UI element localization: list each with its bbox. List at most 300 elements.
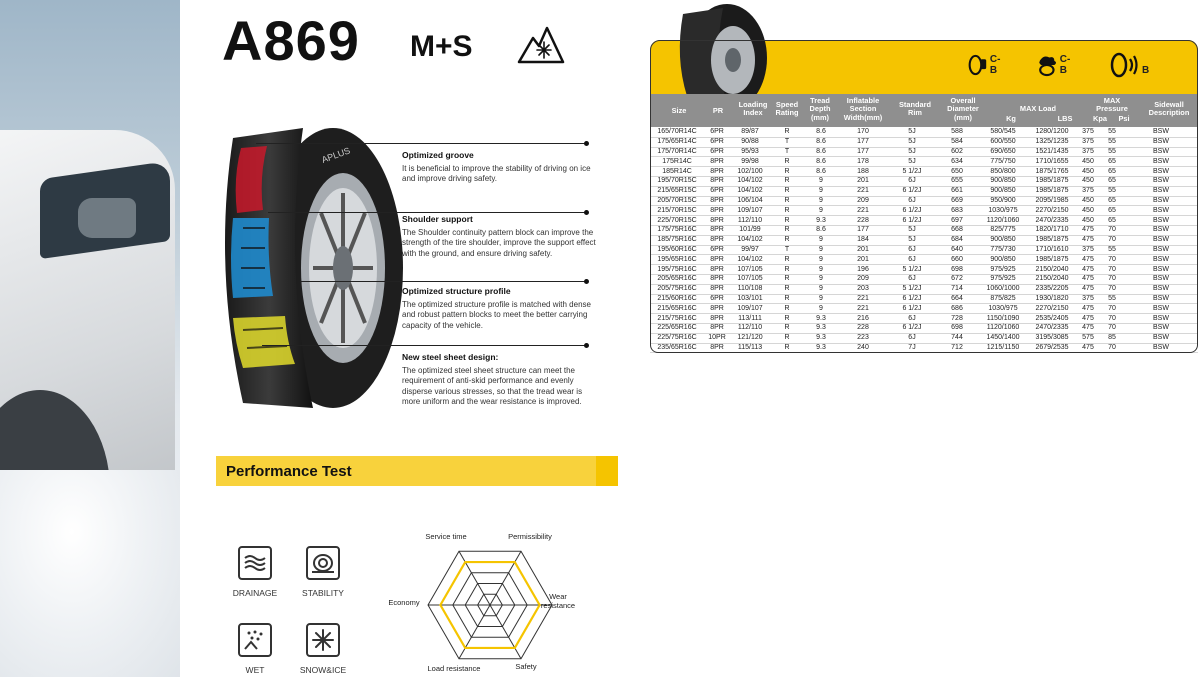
icon-label: STABILITY	[302, 588, 344, 598]
table-cell: 225/75R16C	[650, 333, 704, 343]
table-cell: 9.3	[804, 216, 838, 226]
table-cell: 450	[1076, 176, 1100, 186]
table-cell: 9.3	[804, 333, 838, 343]
table-cell: 8PR	[704, 304, 730, 314]
col-max-pressure: MAX Pressure	[1096, 96, 1128, 114]
leader-line	[268, 212, 586, 213]
table-cell: BSW	[1124, 255, 1198, 265]
table-cell: 216	[838, 314, 888, 324]
table-cell: 215/60R16C	[650, 294, 704, 304]
table-cell: 8PR	[704, 284, 730, 294]
table-cell: 205/70R15C	[650, 196, 704, 206]
table-cell: 109/107	[730, 206, 770, 216]
table-cell: 9	[804, 176, 838, 186]
feature-optimized-groove	[402, 150, 602, 185]
table-cell: 8PR	[704, 323, 730, 333]
table-cell: 175/65R14C	[650, 137, 704, 147]
table-cell: 672	[936, 274, 978, 284]
spec-table-frame	[650, 40, 1198, 353]
table-cell: 6 1/2J	[888, 323, 936, 333]
col-lbs: LBS	[1057, 114, 1073, 123]
table-cell: 2335/2205	[1028, 284, 1076, 294]
table-cell: 600/550	[978, 137, 1028, 147]
table-cell: 475	[1076, 235, 1100, 245]
table-cell: 121/120	[730, 333, 770, 343]
table-cell: BSW	[1124, 216, 1198, 226]
table-cell: BSW	[1124, 147, 1198, 157]
table-cell: 2150/2040	[1028, 274, 1076, 284]
table-cell: 8PR	[704, 314, 730, 324]
table-cell: 975/925	[978, 265, 1028, 275]
table-cell: 9.3	[804, 314, 838, 324]
table-cell: 110/108	[730, 284, 770, 294]
table-cell: 9	[804, 206, 838, 216]
table-cell: 196	[838, 265, 888, 275]
table-cell: 55	[1100, 137, 1124, 147]
table-cell: 1215/1150	[978, 343, 1028, 353]
table-cell: 686	[936, 304, 978, 314]
table-cell: 450	[1076, 196, 1100, 206]
table-cell: R	[770, 167, 804, 177]
table-cell: 602	[936, 147, 978, 157]
table-cell: 215/65R15C	[650, 186, 704, 196]
table-cell: 655	[936, 176, 978, 186]
table-cell: BSW	[1124, 314, 1198, 324]
table-cell: 6 1/2J	[888, 186, 936, 196]
table-cell: 9	[804, 294, 838, 304]
svg-text:APLUS: APLUS	[320, 145, 352, 165]
table-cell: 698	[936, 323, 978, 333]
col-loading-index: Loading Index	[738, 100, 768, 118]
table-cell: BSW	[1124, 225, 1198, 235]
table-cell: BSW	[1124, 274, 1198, 284]
table-cell: 9	[804, 284, 838, 294]
table-cell: 8PR	[704, 157, 730, 167]
table-cell: 9.3	[804, 343, 838, 353]
table-cell: 8.6	[804, 157, 838, 167]
table-cell: 375	[1076, 147, 1100, 157]
feature-text: It is beneficial to improve the stability of driving on ice and improve driving safety.	[402, 163, 591, 184]
radar-axis-label: Wear	[549, 592, 567, 601]
table-cell: 714	[936, 284, 978, 294]
table-cell: 203	[838, 284, 888, 294]
table-cell: 5 1/2J	[888, 167, 936, 177]
table-cell: 1150/1090	[978, 314, 1028, 324]
table-cell: 55	[1100, 245, 1124, 255]
col-overall-diameter: Overall Diameter (mm)	[947, 96, 979, 122]
table-cell: 1280/1200	[1028, 128, 1076, 137]
feature-title: Optimized structure profile	[402, 286, 511, 296]
table-cell: 475	[1076, 265, 1100, 275]
table-cell: BSW	[1124, 265, 1198, 275]
table-cell: 6 1/2J	[888, 206, 936, 216]
table-cell: 6J	[888, 333, 936, 343]
table-cell: 775/730	[978, 245, 1028, 255]
table-cell: 975/925	[978, 274, 1028, 284]
table-cell: 6J	[888, 245, 936, 255]
table-cell: BSW	[1124, 186, 1198, 196]
table-cell: 70	[1100, 235, 1124, 245]
feature-shoulder-support	[402, 214, 602, 259]
table-cell: R	[770, 157, 804, 167]
table-cell: 8PR	[704, 167, 730, 177]
table-cell: BSW	[1124, 284, 1198, 294]
table-cell: 228	[838, 323, 888, 333]
icon-label: SNOW&ICE	[299, 665, 347, 675]
model-title: A869	[222, 9, 360, 72]
table-cell: 95/93	[730, 147, 770, 157]
table-cell: 575	[1076, 333, 1100, 343]
table-cell: 205/75R16C	[650, 284, 704, 294]
stability-tire-icon	[306, 546, 340, 580]
table-cell: R	[770, 343, 804, 353]
table-cell: 450	[1076, 157, 1100, 167]
col-standard-rim: Standard Rim	[898, 100, 932, 118]
table-cell: 661	[936, 186, 978, 196]
table-cell: 950/900	[978, 196, 1028, 206]
table-cell: R	[770, 235, 804, 245]
table-cell: 8.6	[804, 128, 838, 137]
table-cell: 375	[1076, 128, 1100, 137]
table-cell: 900/850	[978, 255, 1028, 265]
table-cell: 209	[838, 274, 888, 284]
table-cell: 634	[936, 157, 978, 167]
table-cell: 70	[1100, 255, 1124, 265]
fuel-grade: C-B	[989, 54, 1001, 76]
table-cell: 165/70R14C	[650, 128, 704, 137]
car-snow-photo	[0, 0, 180, 677]
stability-icon-box	[306, 546, 340, 580]
table-cell: R	[770, 304, 804, 314]
table-cell: 1820/1710	[1028, 225, 1076, 235]
table-cell: 1710/1610	[1028, 245, 1076, 255]
table-cell: R	[770, 225, 804, 235]
table-cell: 65	[1100, 157, 1124, 167]
table-cell: R	[770, 323, 804, 333]
table-cell: 5J	[888, 235, 936, 245]
table-cell: 65	[1100, 176, 1124, 186]
table-cell: 2270/2150	[1028, 304, 1076, 314]
table-cell: 1060/1000	[978, 284, 1028, 294]
col-speed-rating: Speed Rating	[775, 100, 799, 118]
table-cell: 2095/1985	[1028, 196, 1076, 206]
table-cell: 375	[1076, 294, 1100, 304]
snow-spray	[0, 470, 180, 677]
col-kpa: Kpa	[1093, 114, 1107, 123]
col-section-width: Inflatable Section Width(mm)	[843, 96, 883, 122]
wet-icon-box	[238, 623, 272, 657]
table-cell: 2150/2040	[1028, 265, 1076, 275]
table-cell: 9	[804, 235, 838, 245]
table-cell: 3195/3085	[1028, 333, 1076, 343]
table-cell: 6J	[888, 196, 936, 206]
table-cell: BSW	[1124, 157, 1198, 167]
radar-axis-label: Permissibility	[508, 532, 552, 541]
table-cell: 1985/1875	[1028, 186, 1076, 196]
table-cell: 744	[936, 333, 978, 343]
table-cell: 221	[838, 186, 888, 196]
table-cell: 8.6	[804, 225, 838, 235]
leader-line	[262, 345, 586, 346]
table-cell: R	[770, 128, 804, 137]
table-cell: 5J	[888, 128, 936, 137]
radar-axis-label: Economy	[388, 598, 420, 607]
table-cell: 70	[1100, 265, 1124, 275]
drainage-icon-box	[238, 546, 272, 580]
table-cell: 5J	[888, 147, 936, 157]
table-cell: 8PR	[704, 206, 730, 216]
feature-text: The Shoulder continuity pattern block can improve the strength of the tire shoulder, improve the support effect with the ground, and ensure driving safety.	[402, 227, 596, 258]
table-cell: 8PR	[704, 235, 730, 245]
table-cell: 8PR	[704, 255, 730, 265]
table-cell: 55	[1100, 294, 1124, 304]
table-cell: 8.6	[804, 137, 838, 147]
table-cell: 2470/2335	[1028, 323, 1076, 333]
feature-text: The optimized steel sheet structure can meet the requirement of anti-skid performance and evenly disperse various stresses, so that the tread wear is more uniform and the wear resistance is improved.	[402, 365, 583, 407]
table-cell: 70	[1100, 274, 1124, 284]
table-cell: 5 1/2J	[888, 284, 936, 294]
table-cell: 55	[1100, 186, 1124, 196]
table-cell: 215/70R15C	[650, 206, 704, 216]
table-cell: 8PR	[704, 176, 730, 186]
col-kg: Kg	[1006, 114, 1016, 123]
table-cell: BSW	[1124, 323, 1198, 333]
table-cell: 697	[936, 216, 978, 226]
table-cell: 70	[1100, 304, 1124, 314]
table-cell: 5J	[888, 225, 936, 235]
table-cell: 10PR	[704, 333, 730, 343]
table-cell: 9	[804, 186, 838, 196]
table-cell: 201	[838, 255, 888, 265]
table-cell: 89/87	[730, 128, 770, 137]
table-cell: 450	[1076, 216, 1100, 226]
table-cell: R	[770, 255, 804, 265]
table-cell: 8PR	[704, 216, 730, 226]
tire-cutaway-illustration	[203, 118, 403, 418]
table-cell: T	[770, 245, 804, 255]
table-cell: 375	[1076, 137, 1100, 147]
table-cell: 215/65R16C	[650, 304, 704, 314]
feature-title: New steel sheet design:	[402, 352, 499, 362]
table-cell: 5J	[888, 137, 936, 147]
table-cell: 8.6	[804, 167, 838, 177]
table-cell: 6PR	[704, 128, 730, 137]
three-peak-mountain-snowflake-icon	[517, 24, 565, 64]
table-cell: 102/100	[730, 167, 770, 177]
table-cell: 1120/1060	[978, 323, 1028, 333]
table-cell: 9	[804, 274, 838, 284]
table-cell: 668	[936, 225, 978, 235]
table-cell: 475	[1076, 304, 1100, 314]
table-cell: 1521/1435	[1028, 147, 1076, 157]
table-cell: 9	[804, 265, 838, 275]
suv-side-mirror	[78, 198, 136, 238]
table-cell: 684	[936, 235, 978, 245]
table-cell: 584	[936, 137, 978, 147]
table-cell: 177	[838, 147, 888, 157]
table-cell: 850/800	[978, 167, 1028, 177]
table-cell: 65	[1100, 216, 1124, 226]
table-cell: 669	[936, 196, 978, 206]
col-max-load: MAX Load	[1019, 104, 1057, 113]
snowflake-icon	[306, 623, 340, 657]
table-cell: 475	[1076, 343, 1100, 353]
feature-title: Shoulder support	[402, 214, 473, 224]
table-cell: 475	[1076, 255, 1100, 265]
table-cell: 215/75R16C	[650, 314, 704, 324]
table-cell: 7J	[888, 343, 936, 353]
col-tread-depth: Tread Depth (mm)	[809, 96, 831, 122]
table-cell: 65	[1100, 167, 1124, 177]
table-cell: R	[770, 274, 804, 284]
table-cell: R	[770, 314, 804, 324]
table-cell: 235/65R16C	[650, 343, 704, 353]
table-cell: 8PR	[704, 343, 730, 353]
table-cell: 1030/975	[978, 304, 1028, 314]
table-cell: 104/102	[730, 176, 770, 186]
table-cell: T	[770, 147, 804, 157]
table-cell: 8PR	[704, 274, 730, 284]
table-cell: R	[770, 176, 804, 186]
feature-steel-sheet	[402, 352, 602, 408]
table-cell: 65	[1100, 206, 1124, 216]
table-cell: 70	[1100, 284, 1124, 294]
table-cell: 1985/1875	[1028, 255, 1076, 265]
table-cell: 6 1/2J	[888, 216, 936, 226]
table-cell: 8.6	[804, 147, 838, 157]
table-cell: 112/110	[730, 216, 770, 226]
table-cell: 1710/1655	[1028, 157, 1076, 167]
table-cell: 1450/1400	[978, 333, 1028, 343]
table-cell: 712	[936, 343, 978, 353]
table-cell: 9.3	[804, 323, 838, 333]
table-cell: 90/88	[730, 137, 770, 147]
table-cell: 101/99	[730, 225, 770, 235]
table-cell: 875/825	[978, 294, 1028, 304]
radar-axis	[459, 551, 490, 605]
table-cell: 475	[1076, 225, 1100, 235]
table-cell: 70	[1100, 314, 1124, 324]
table-cell: 221	[838, 294, 888, 304]
table-cell: BSW	[1124, 196, 1198, 206]
table-cell: BSW	[1124, 128, 1198, 137]
table-cell: 650	[936, 167, 978, 177]
table-cell: 104/102	[730, 235, 770, 245]
table-cell: 9	[804, 245, 838, 255]
table-cell: 205/65R16C	[650, 274, 704, 284]
snow-icon-box	[306, 623, 340, 657]
table-cell: 6J	[888, 255, 936, 265]
table-cell: 195/60R16C	[650, 245, 704, 255]
table-cell: BSW	[1124, 343, 1198, 353]
table-cell: 6 1/2J	[888, 304, 936, 314]
table-cell: 188	[838, 167, 888, 177]
table-cell: 201	[838, 245, 888, 255]
table-cell: 109/107	[730, 304, 770, 314]
feature-text: The optimized structure profile is matched with dense and robust pattern blocks to meet the better carrying capacity of the vehicle.	[402, 299, 591, 330]
table-cell: 825/775	[978, 225, 1028, 235]
table-cell: 185/75R16C	[650, 235, 704, 245]
col-pr: PR	[712, 106, 724, 115]
table-cell: 1030/975	[978, 206, 1028, 216]
table-cell: R	[770, 216, 804, 226]
col-sidewall: Sidewall Description	[1148, 100, 1190, 118]
table-cell: 664	[936, 294, 978, 304]
table-cell: 185R14C	[650, 167, 704, 177]
table-cell: R	[770, 265, 804, 275]
table-cell: 65	[1100, 196, 1124, 206]
table-cell: 8PR	[704, 196, 730, 206]
table-cell: 450	[1076, 206, 1100, 216]
table-cell: BSW	[1124, 167, 1198, 177]
table-cell: 475	[1076, 274, 1100, 284]
table-cell: R	[770, 333, 804, 343]
table-cell: 2270/2150	[1028, 206, 1076, 216]
radar-axis-label: Load resistance	[427, 664, 481, 673]
table-cell: 5 1/2J	[888, 265, 936, 275]
table-cell: 209	[838, 196, 888, 206]
table-cell: 6 1/2J	[888, 294, 936, 304]
drainage-waves-icon	[238, 546, 272, 580]
wet-grip-grade: C-B	[1059, 54, 1071, 76]
table-cell: 175/75R16C	[650, 225, 704, 235]
icon-label: DRAINAGE	[232, 588, 278, 598]
table-cell: 475	[1076, 284, 1100, 294]
wet-rain-icon	[238, 623, 272, 657]
table-cell: 1875/1765	[1028, 167, 1076, 177]
table-cell: 900/850	[978, 176, 1028, 186]
table-cell: 1985/1875	[1028, 176, 1076, 186]
feature-title: Optimized groove	[402, 150, 474, 160]
col-size: Size	[671, 106, 687, 115]
table-cell: 175R14C	[650, 157, 704, 167]
table-cell: 70	[1100, 323, 1124, 333]
table-cell: 104/102	[730, 186, 770, 196]
table-cell: 1120/1060	[978, 216, 1028, 226]
table-cell: 177	[838, 225, 888, 235]
table-cell: 690/650	[978, 147, 1028, 157]
table-cell: 6J	[888, 274, 936, 284]
table-cell: BSW	[1124, 176, 1198, 186]
table-cell: BSW	[1124, 304, 1198, 314]
radar-axis-label: Service time	[425, 532, 467, 541]
table-cell: 1985/1875	[1028, 235, 1076, 245]
radar-axis	[459, 605, 490, 659]
table-cell: 660	[936, 255, 978, 265]
table-cell: 775/750	[978, 157, 1028, 167]
table-cell: T	[770, 137, 804, 147]
table-cell: 195/70R15C	[650, 176, 704, 186]
table-cell: 2535/2405	[1028, 314, 1076, 324]
table-cell: 9	[804, 255, 838, 265]
table-cell: 184	[838, 235, 888, 245]
table-cell: 221	[838, 206, 888, 216]
table-cell: 113/111	[730, 314, 770, 324]
feature-structure-profile	[402, 286, 602, 331]
table-cell: 175/70R14C	[650, 147, 704, 157]
table-cell: 1325/1235	[1028, 137, 1076, 147]
season-mark: M+S	[410, 30, 473, 63]
table-cell: 178	[838, 157, 888, 167]
col-psi: Psi	[1118, 114, 1130, 123]
table-cell: 683	[936, 206, 978, 216]
table-cell: BSW	[1124, 206, 1198, 216]
table-cell: R	[770, 206, 804, 216]
leader-line	[256, 143, 586, 144]
table-cell: 228	[838, 216, 888, 226]
table-cell: 450	[1076, 167, 1100, 177]
table-cell: 900/850	[978, 186, 1028, 196]
